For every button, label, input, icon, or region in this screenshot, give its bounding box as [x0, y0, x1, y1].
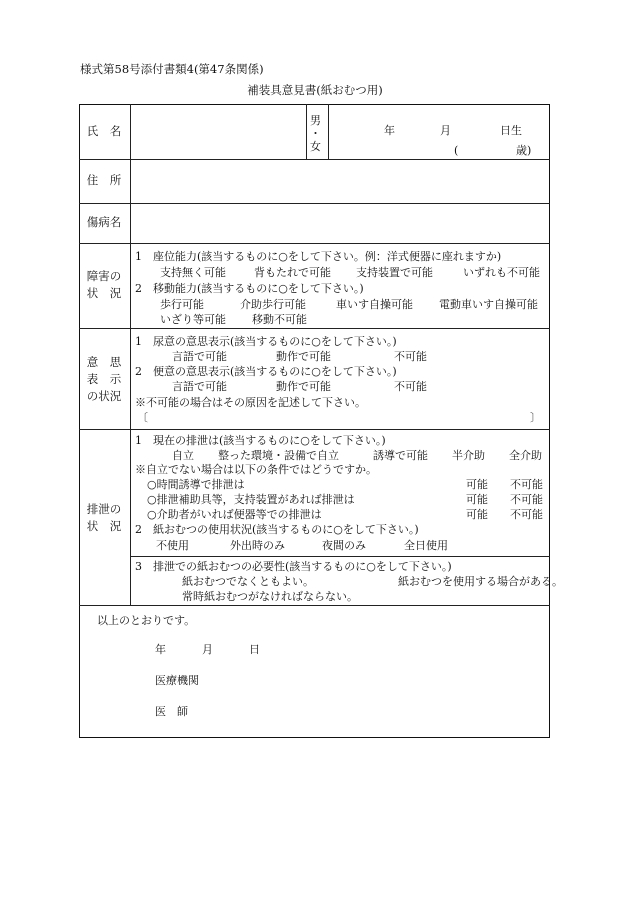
- row-divider-address: [79, 203, 550, 204]
- medical-institution-label: 医療機関: [155, 674, 199, 687]
- row-divider-disease: [79, 243, 550, 244]
- urine-intent-option[interactable]: 不可能: [394, 350, 427, 363]
- row-divider-intent: [79, 429, 550, 430]
- bowel-intent-option[interactable]: 言語で可能: [172, 380, 227, 393]
- urine-intent-option[interactable]: 動作で可能: [276, 350, 331, 363]
- bowel-intent-option[interactable]: 不可能: [394, 380, 427, 393]
- form-title: 補装具意見書(紙おむつ用): [247, 83, 383, 97]
- urine-intent-question: 1 尿意の意思表示(該当するものに○をして下さい。): [135, 335, 397, 348]
- intent-note: ※不可能の場合はその原因を記述して下さい。: [135, 396, 366, 409]
- diaper-usage-option[interactable]: 不使用: [156, 539, 189, 552]
- age-open: (: [454, 144, 459, 157]
- form-table: [79, 104, 550, 738]
- sex-female[interactable]: 女: [310, 140, 321, 153]
- sex-male[interactable]: 男: [310, 114, 321, 127]
- disability-label: [80, 268, 128, 302]
- diaper-usage-option[interactable]: 外出時のみ: [230, 539, 285, 552]
- condition-text: ○時間誘導で排泄は: [147, 478, 245, 491]
- diaper-necessity-option[interactable]: 紙おむつでなくともよい。: [182, 575, 314, 588]
- row-divider-necessity: [130, 556, 550, 557]
- disability-label-line2: 状 況: [86, 286, 122, 300]
- excretion-note: ※自立でない場合は以下の条件ではどうですか。: [135, 463, 377, 476]
- excretion-label-line2: 状 況: [86, 519, 122, 533]
- row-divider-name: [79, 159, 550, 160]
- excretion-label: [80, 501, 128, 535]
- excretion-option[interactable]: 自立: [172, 449, 194, 462]
- intent-label: [80, 354, 128, 405]
- condition-text: ○介助者がいれば便器等での排泄は: [147, 508, 322, 521]
- row-divider-disability: [79, 328, 550, 329]
- bowel-intent-option[interactable]: 動作で可能: [276, 380, 331, 393]
- birth-day: 日生: [500, 124, 522, 137]
- condition-text: ○排泄補助具等，支持装置があれば排泄は: [147, 493, 355, 506]
- sitting-option[interactable]: 支持装置で可能: [356, 266, 433, 279]
- diaper-necessity-question: 3 排泄での紙おむつの必要性(該当するものに○をして下さい。): [135, 560, 452, 573]
- diaper-usage-option[interactable]: 全日使用: [404, 539, 448, 552]
- diaper-necessity-option[interactable]: 常時紙おむつがなければならない。: [182, 590, 358, 603]
- mobility-option[interactable]: 移動不可能: [252, 313, 307, 326]
- birth-year: 年: [384, 124, 395, 137]
- sitting-option[interactable]: 背もたれで可能: [254, 266, 331, 279]
- diaper-usage-question: 2 紙おむつの使用状況(該当するものに○をして下さい。): [135, 523, 419, 536]
- excretion-option[interactable]: 誘導で可能: [373, 449, 428, 462]
- sitting-ability-question: 1 座位能力(該当するものに○をして下さい。例：洋式便器に座れますか): [135, 250, 502, 263]
- mobility-option[interactable]: 車いす自操可能: [336, 298, 413, 311]
- condition-yes[interactable]: 可能: [466, 493, 488, 506]
- sex-separator: ・: [310, 127, 321, 140]
- reason-bracket-open: 〔: [137, 411, 148, 424]
- date-day: 日: [249, 643, 260, 656]
- name-label: 氏 名: [86, 124, 122, 138]
- intent-label-line2: 表 示: [86, 372, 122, 386]
- sex-divider-left: [306, 104, 307, 159]
- sex-divider-right: [328, 104, 329, 159]
- label-column-divider: [130, 104, 131, 605]
- excretion-option[interactable]: 全介助: [509, 449, 542, 462]
- doctor-label: 医 師: [155, 705, 188, 718]
- intent-label-line3: の状況: [86, 389, 122, 403]
- disability-label-line1: 障害の: [86, 269, 122, 283]
- diaper-necessity-option[interactable]: 紙おむつを使用する場合がある。: [398, 575, 563, 588]
- urine-intent-option[interactable]: 言語で可能: [172, 350, 227, 363]
- row-divider-excretion: [79, 605, 550, 606]
- condition-yes[interactable]: 可能: [466, 508, 488, 521]
- disease-label: 傷病名: [86, 215, 122, 229]
- bowel-intent-question: 2 便意の意思表示(該当するものに○をして下さい。): [135, 365, 397, 378]
- excretion-option[interactable]: 半介助: [452, 449, 485, 462]
- address-label: 住 所: [86, 173, 122, 187]
- condition-no[interactable]: 不可能: [510, 493, 543, 506]
- excretion-label-line1: 排泄の: [86, 502, 122, 516]
- diaper-usage-option[interactable]: 夜間のみ: [322, 539, 366, 552]
- mobility-option[interactable]: 電動車いす自操可能: [439, 298, 538, 311]
- current-excretion-question: 1 現在の排泄は(該当するものに○をして下さい。): [135, 434, 386, 447]
- birth-month: 月: [440, 124, 451, 137]
- age-close: 歳): [516, 144, 532, 157]
- sitting-option[interactable]: いずれも不可能: [463, 266, 540, 279]
- reason-bracket-close: 〕: [530, 411, 541, 424]
- mobility-option[interactable]: 歩行可能: [160, 298, 204, 311]
- condition-no[interactable]: 不可能: [510, 508, 543, 521]
- condition-yes[interactable]: 可能: [466, 478, 488, 491]
- condition-no[interactable]: 不可能: [510, 478, 543, 491]
- date-year: 年: [155, 643, 166, 656]
- date-month: 月: [202, 643, 213, 656]
- mobility-option[interactable]: 介助歩行可能: [240, 298, 306, 311]
- form-reference: 様式第58号添付書類4(第47条関係): [80, 62, 264, 76]
- excretion-option[interactable]: 整った環境・設備で自立: [218, 449, 339, 462]
- mobility-question: 2 移動能力(該当するものに○をして下さい。): [135, 282, 364, 295]
- closing-statement: 以上のとおりです。: [97, 614, 196, 627]
- mobility-option[interactable]: いざり等可能: [160, 313, 226, 326]
- sitting-option[interactable]: 支持無く可能: [160, 266, 226, 279]
- intent-label-line1: 意 思: [86, 355, 122, 369]
